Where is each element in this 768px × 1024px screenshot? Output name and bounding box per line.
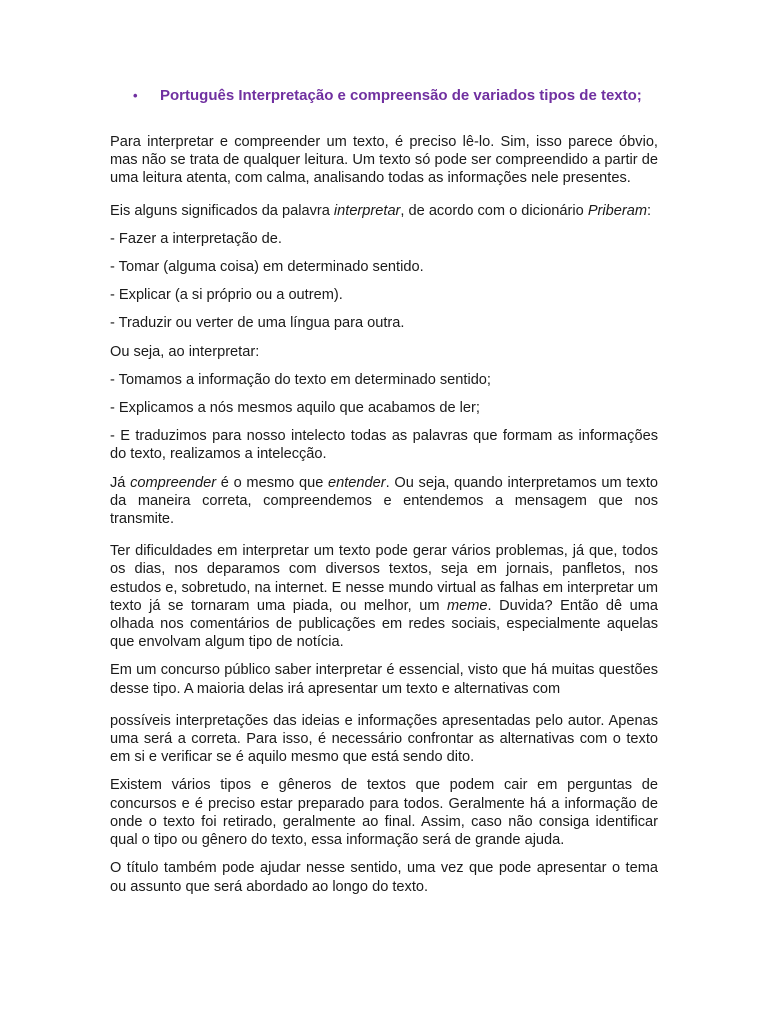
- section-heading: [133, 86, 693, 106]
- text-run: é o mesmo que: [216, 474, 329, 491]
- list-item: - Tomamos a informação do texto em determinado sentido;: [110, 371, 491, 388]
- bullet-icon: •: [133, 88, 138, 103]
- text-run: Já: [110, 474, 131, 491]
- list-item: - Explicar (a si próprio ou a outrem).: [110, 287, 343, 304]
- italic-term: interpretar: [333, 202, 401, 219]
- paragraph: [110, 542, 658, 651]
- list-item: - Fazer a interpretação de.: [110, 230, 282, 247]
- paragraph: Existem vários tipos e gêneros de textos que podem cair em perguntas de concursos e é preciso estar preparado para todos. Geralmente há a informação de onde o texto foi retirado, geralmente ao final. Assim, caso não consiga identificar qual o tipo ou gênero do texto, essa informação será de grande ajuda.: [110, 777, 658, 849]
- paragraph: Ou seja, ao interpretar:: [110, 343, 260, 360]
- list-item: - E traduzimos para nosso intelecto todas as palavras que formam as informações do texto, realizamos a intelecção.: [110, 428, 658, 463]
- text-run: . Ou seja, quando interpretamos um texto da maneira correta, compreendemos e entendemos a mensagem que nos transmite.: [110, 474, 658, 528]
- heading-text: Português Interpretação e compreensão de variados tipos de texto;: [160, 87, 642, 104]
- paragraph: Para interpretar e compreender um texto, é preciso lê-lo. Sim, isso parece óbvio, mas não se trata de qualquer leitura. Um texto só pode ser compreendido a partir de uma leitura atenta, com calma, analisando todas as informações nele presentes.: [110, 134, 658, 187]
- text-run: Ter dificuldades em interpretar um texto pode gerar vários problemas, já que, todos os dias, nos deparamos com diversos textos, seja em jornais, panfletos, nos estudos e, sobretudo, na internet. E nesse mundo virtual as falhas em interpretar um texto já se tornaram uma piada, ou melhor, um: [110, 543, 658, 614]
- list-item: - Explicamos a nós mesmos aquilo que acabamos de ler;: [110, 400, 480, 417]
- paragraph: [110, 202, 658, 220]
- text-run: , de acordo com o dicionário: [400, 202, 588, 219]
- paragraph: possíveis interpretações das ideias e informações apresentadas pelo autor. Apenas uma será a correta. Para isso, é necessário confrontar as alternativas com o texto em si e verificar se é aquilo mesmo que está sendo dito.: [110, 712, 658, 766]
- paragraph: Em um concurso público saber interpretar é essencial, visto que há muitas questões desse tipo. A maioria delas irá apresentar um texto e alternativas com: [110, 662, 658, 697]
- text-run: . Duvida? Então dê uma olhada nos comentários de publicações em redes sociais, especialmente aquelas que envolvam algum tipo de notícia.: [110, 597, 658, 651]
- list-item: - Tomar (alguma coisa) em determinado sentido.: [110, 259, 424, 276]
- italic-term: entender: [328, 474, 386, 491]
- italic-term: meme: [447, 597, 488, 614]
- document-body: [110, 133, 658, 906]
- text-run: :: [647, 202, 652, 219]
- text-run: Eis alguns significados da palavra: [110, 202, 334, 219]
- paragraph: [110, 474, 658, 529]
- italic-term: compreender: [130, 474, 217, 491]
- list-item: - Traduzir ou verter de uma língua para outra.: [110, 315, 405, 332]
- paragraph: O título também pode ajudar nesse sentido, uma vez que pode apresentar o tema ou assunto que será abordado ao longo do texto.: [110, 860, 658, 895]
- italic-term: Priberam: [587, 202, 648, 219]
